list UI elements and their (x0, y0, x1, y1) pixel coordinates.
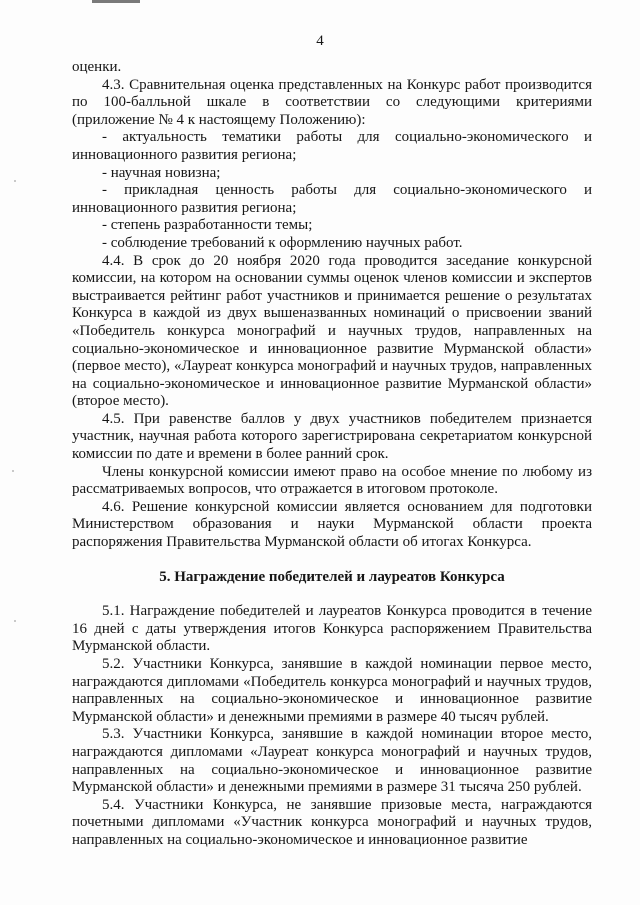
document-body (72, 59, 592, 850)
criteria-item: - актуальность тематики работы для социально-экономического и инновационного развития региона; (72, 129, 592, 163)
criteria-item: - степень разработанности темы; (102, 217, 313, 234)
paragraph: оценки. (72, 59, 122, 75)
scan-speck (14, 620, 16, 622)
criteria-item: - прикладная ценность работы для социально-экономического и инновационного развития региона; (72, 182, 592, 216)
section-heading: 5. Награждение победителей и лауреатов Конкурса (159, 568, 505, 585)
page-number: 4 (316, 33, 324, 49)
spacer (72, 552, 592, 569)
paragraph-5-1: 5.1. Награждение победителей и лауреатов Конкурса проводится в течение 16 дней с даты утверждения итогов Конкурса распоряжением Правительства Мурманской области. (72, 603, 592, 655)
criteria-item: - научная новизна; (102, 164, 221, 181)
paragraph-4-3: 4.3. Сравнительная оценка представленных на Конкурс работ производится по 100-балльной шкале в соответствии со следующими критериями (приложение № 4 к настоящему Положению): (72, 76, 592, 128)
paragraph-5-4: 5.4. Участники Конкурса, не занявшие призовые места, награждаются почетными дипломами «Участник конкурса монографий и научных трудов, направленных на социально-экономическое и инновационное развитие (72, 796, 592, 848)
scan-speck (14, 180, 16, 182)
criteria-item: - соблюдение требований к оформлению научных работ. (102, 234, 463, 251)
paragraph-commission-opinion: Члены конкурсной комиссии имеют право на особое мнение по любому из рассматриваемых вопросов, что отражается в итоговом протоколе. (72, 463, 592, 498)
paragraph-5-2: 5.2. Участники Конкурса, занявшие в каждой номинации первое место, награждаются дипломами «Победитель конкурса монографий и научных трудов, направленных на социально-экономическое и инновационное развитие Мурманской области» и денежными премиями в размере 40 тысяч рублей. (72, 656, 592, 725)
paragraph-5-3: 5.3. Участники Конкурса, занявшие в каждой номинации второе место, награждаются дипломами «Лауреат конкурса монографий и научных трудов, направленных на социально-экономическое и инновационное развитие Мурманской области» и денежными премиями в размере 31 тысяча 250 рублей. (72, 726, 592, 796)
spacer (72, 586, 592, 603)
scan-speck (12, 470, 14, 472)
scan-edge-mark (92, 0, 140, 3)
paragraph-4-4: 4.4. В срок до 20 ноября 2020 года проводится заседание конкурсной комиссии, на котором на основании суммы оценок членов комиссии и экспертов выстраивается рейтинг работ участников и принимается решение о результатах Конкурса в каждой из двух вышеназванных номинаций о присвоении званий «Победитель конкурса монографий и научных трудов, направленных на социально-экономическое и инновационное развитие Мурманской области» (первое место), «Лауреат конкурса монографий и научных трудов, направленных на социально-экономическое и инновационное развитие Мурманской области» (второе место). (72, 252, 592, 410)
paragraph-4-6: 4.6. Решение конкурсной комиссии является основанием для подготовки Министерством образования и науки Мурманской области проекта распоряжения Правительства Мурманской области об итогах Конкурса. (72, 498, 592, 551)
paragraph-4-5: 4.5. При равенстве баллов у двух участников победителем признается участник, научная работа которого зарегистрирована секретариатом конкурсной комиссии по дате и времени в более ранний срок. (72, 410, 592, 463)
